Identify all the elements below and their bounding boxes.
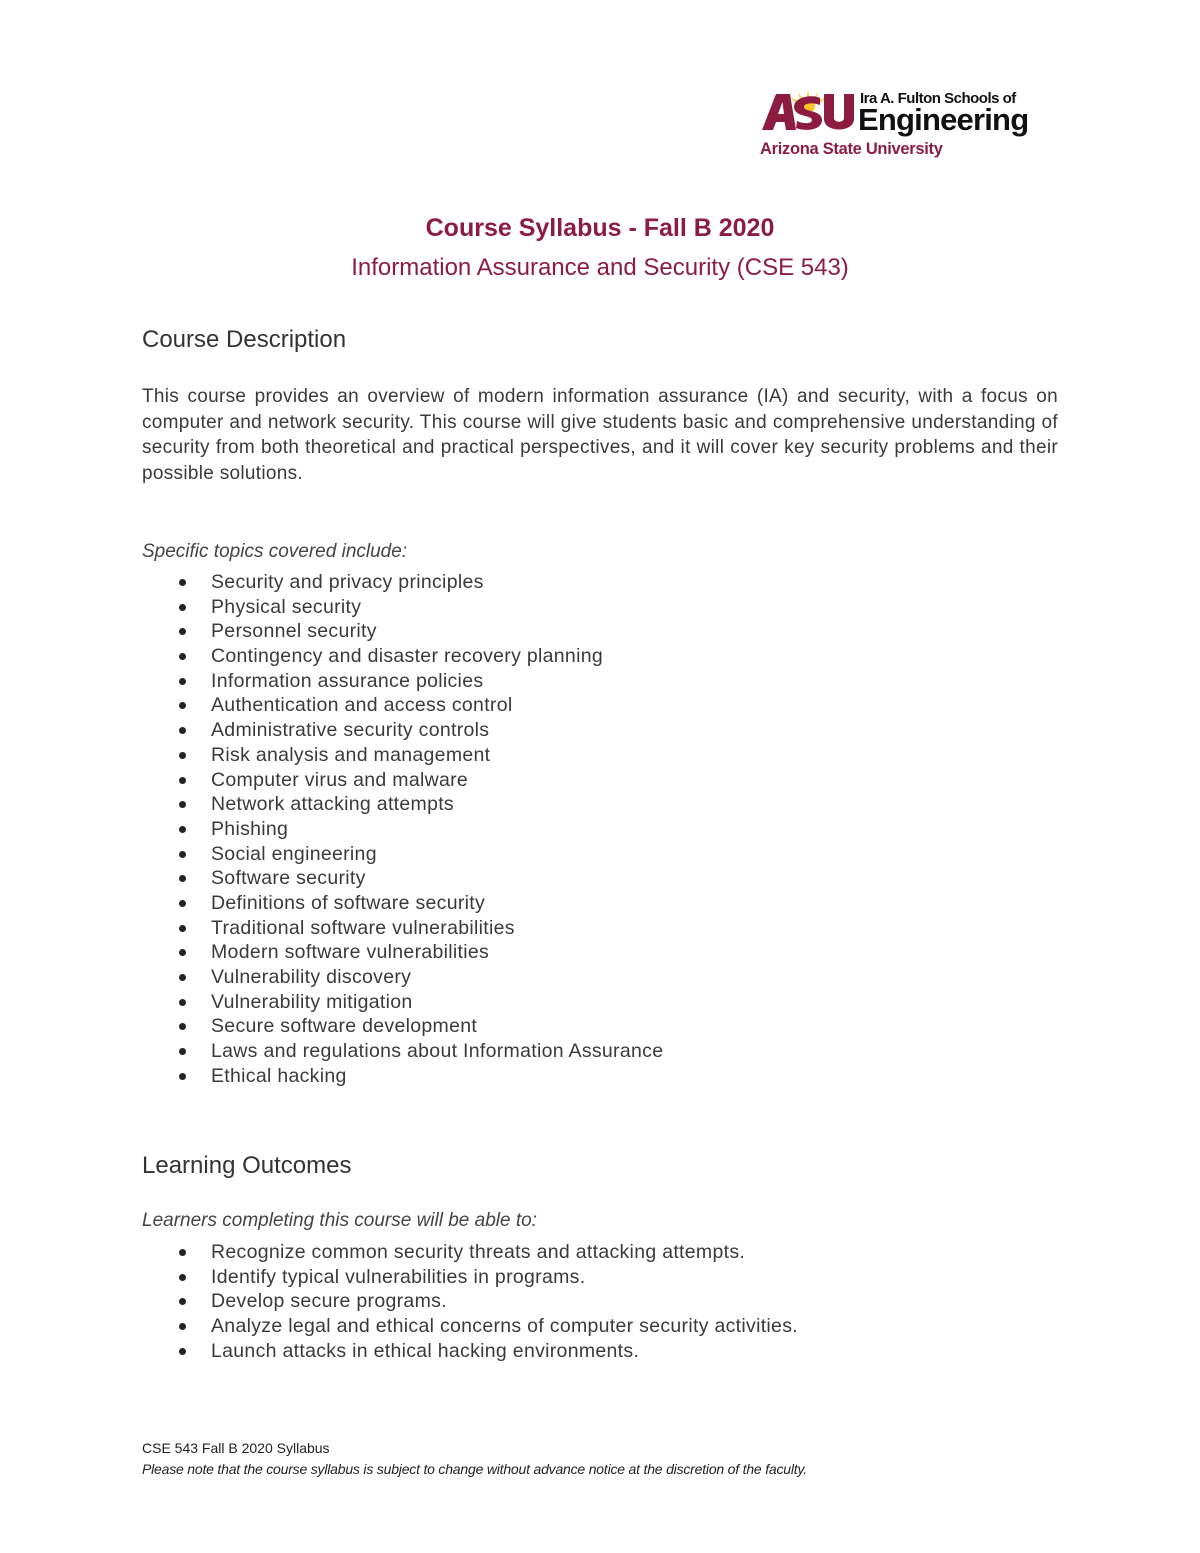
list-item-text: Ethical hacking bbox=[211, 1064, 347, 1087]
bullet-icon bbox=[179, 875, 186, 882]
bullet-icon bbox=[179, 579, 186, 586]
bullet-icon bbox=[179, 702, 186, 709]
course-description-heading: Course Description bbox=[142, 326, 347, 353]
bullet-icon bbox=[179, 801, 186, 808]
topics-intro: Specific topics covered include: bbox=[142, 541, 408, 562]
bullet-icon bbox=[179, 1274, 186, 1281]
list-item bbox=[142, 990, 663, 1015]
list-item-text: Modern software vulnerabilities bbox=[211, 941, 490, 964]
list-item-text: Computer virus and malware bbox=[211, 768, 469, 791]
bullet-icon bbox=[179, 1298, 186, 1305]
bullet-icon bbox=[179, 604, 186, 611]
course-description-text: This course provides an overview of modern information assurance (IA) and security, with a focus on computer and network security. This course will give students basic and comprehensive understanding of security from both theoretical and practical perspectives, and it will cover key security problems and their possible solutions. bbox=[142, 386, 1058, 484]
list-item bbox=[142, 1064, 663, 1089]
bullet-icon bbox=[179, 1323, 186, 1330]
logo-school-name: Ira A. Fulton Schools of bbox=[860, 90, 1016, 107]
list-item bbox=[142, 1039, 663, 1064]
list-item bbox=[142, 965, 663, 990]
list-item-text: Recognize common security threats and attacking attempts. bbox=[211, 1241, 746, 1263]
bullet-icon bbox=[179, 851, 186, 858]
bullet-icon bbox=[179, 727, 186, 734]
logo-university-name: Arizona State University bbox=[760, 140, 943, 158]
bullet-icon bbox=[179, 999, 186, 1006]
topics-list bbox=[142, 570, 663, 1088]
learning-outcomes-heading: Learning Outcomes bbox=[142, 1152, 352, 1179]
list-item bbox=[142, 669, 663, 694]
list-item-text: Phishing bbox=[211, 817, 289, 840]
list-item bbox=[142, 940, 663, 965]
list-item bbox=[142, 792, 663, 817]
list-item-text: Vulnerability discovery bbox=[211, 966, 412, 988]
list-item bbox=[142, 817, 663, 842]
list-item-text: Traditional software vulnerabilities bbox=[211, 916, 515, 939]
footer-document-title: CSE 543 Fall B 2020 Syllabus bbox=[142, 1440, 330, 1456]
list-item bbox=[142, 891, 663, 916]
list-item-text: Social engineering bbox=[211, 842, 377, 865]
list-item bbox=[142, 768, 663, 793]
bullet-icon bbox=[179, 653, 186, 660]
bullet-icon bbox=[179, 777, 186, 784]
list-item-text: Definitions of software security bbox=[211, 891, 486, 914]
list-item-text: Identify typical vulnerabilities in programs. bbox=[211, 1265, 586, 1288]
bullet-icon bbox=[179, 678, 186, 685]
list-item bbox=[142, 718, 663, 743]
list-item-text: Laws and regulations about Information Assurance bbox=[211, 1040, 664, 1063]
list-item-text: Network attacking attempts bbox=[211, 793, 454, 816]
logo-engineering-text: Engineering bbox=[858, 102, 1029, 137]
asu-sunburst-logo-icon bbox=[760, 88, 856, 134]
list-item-text: Physical security bbox=[211, 595, 362, 618]
list-item bbox=[142, 1289, 798, 1314]
list-item bbox=[142, 693, 663, 718]
list-item-text: Secure software development bbox=[211, 1015, 478, 1038]
list-item-text: Administrative security controls bbox=[211, 719, 490, 742]
bullet-icon bbox=[179, 974, 186, 981]
list-item bbox=[142, 743, 663, 768]
list-item bbox=[142, 1265, 798, 1290]
bullet-icon bbox=[179, 925, 186, 932]
list-item-text: Authentication and access control bbox=[211, 694, 513, 717]
bullet-icon bbox=[179, 1348, 186, 1355]
bullet-icon bbox=[179, 628, 186, 635]
list-item bbox=[142, 1339, 798, 1364]
list-item bbox=[142, 644, 663, 669]
list-item bbox=[142, 916, 663, 941]
bullet-icon bbox=[179, 900, 186, 907]
list-item-text: Security and privacy principles bbox=[211, 571, 484, 593]
footer-disclaimer: Please note that the course syllabus is subject to change without advance notice at the discretion of the faculty. bbox=[142, 1461, 807, 1477]
list-item-text: Launch attacks in ethical hacking environments. bbox=[211, 1339, 640, 1362]
list-item-text: Information assurance policies bbox=[211, 669, 484, 692]
list-item bbox=[142, 570, 663, 595]
list-item bbox=[142, 1240, 798, 1265]
bullet-icon bbox=[179, 1249, 186, 1256]
list-item bbox=[142, 1014, 663, 1039]
list-item bbox=[142, 1314, 798, 1339]
list-item bbox=[142, 595, 663, 620]
asu-engineering-logo bbox=[760, 88, 1050, 168]
bullet-icon bbox=[179, 1048, 186, 1055]
list-item-text: Personnel security bbox=[211, 620, 377, 643]
list-item-text: Vulnerability mitigation bbox=[211, 990, 413, 1013]
bullet-icon bbox=[179, 949, 186, 956]
bullet-icon bbox=[179, 1023, 186, 1030]
outcomes-list bbox=[142, 1240, 798, 1363]
bullet-icon bbox=[179, 826, 186, 833]
list-item-text: Software security bbox=[211, 867, 366, 890]
list-item bbox=[142, 842, 663, 867]
outcomes-intro: Learners completing this course will be able to: bbox=[142, 1210, 537, 1231]
list-item-text: Analyze legal and ethical concerns of computer security activities. bbox=[211, 1315, 798, 1338]
bullet-icon bbox=[179, 1073, 186, 1080]
list-item-text: Risk analysis and management bbox=[211, 743, 491, 766]
list-item-text: Contingency and disaster recovery planning bbox=[211, 645, 603, 668]
document-subtitle: Information Assurance and Security (CSE 543) bbox=[351, 254, 849, 281]
bullet-icon bbox=[179, 752, 186, 759]
list-item bbox=[142, 866, 663, 891]
document-title: Course Syllabus - Fall B 2020 bbox=[425, 214, 775, 242]
list-item bbox=[142, 619, 663, 644]
list-item-text: Develop secure programs. bbox=[211, 1290, 447, 1313]
